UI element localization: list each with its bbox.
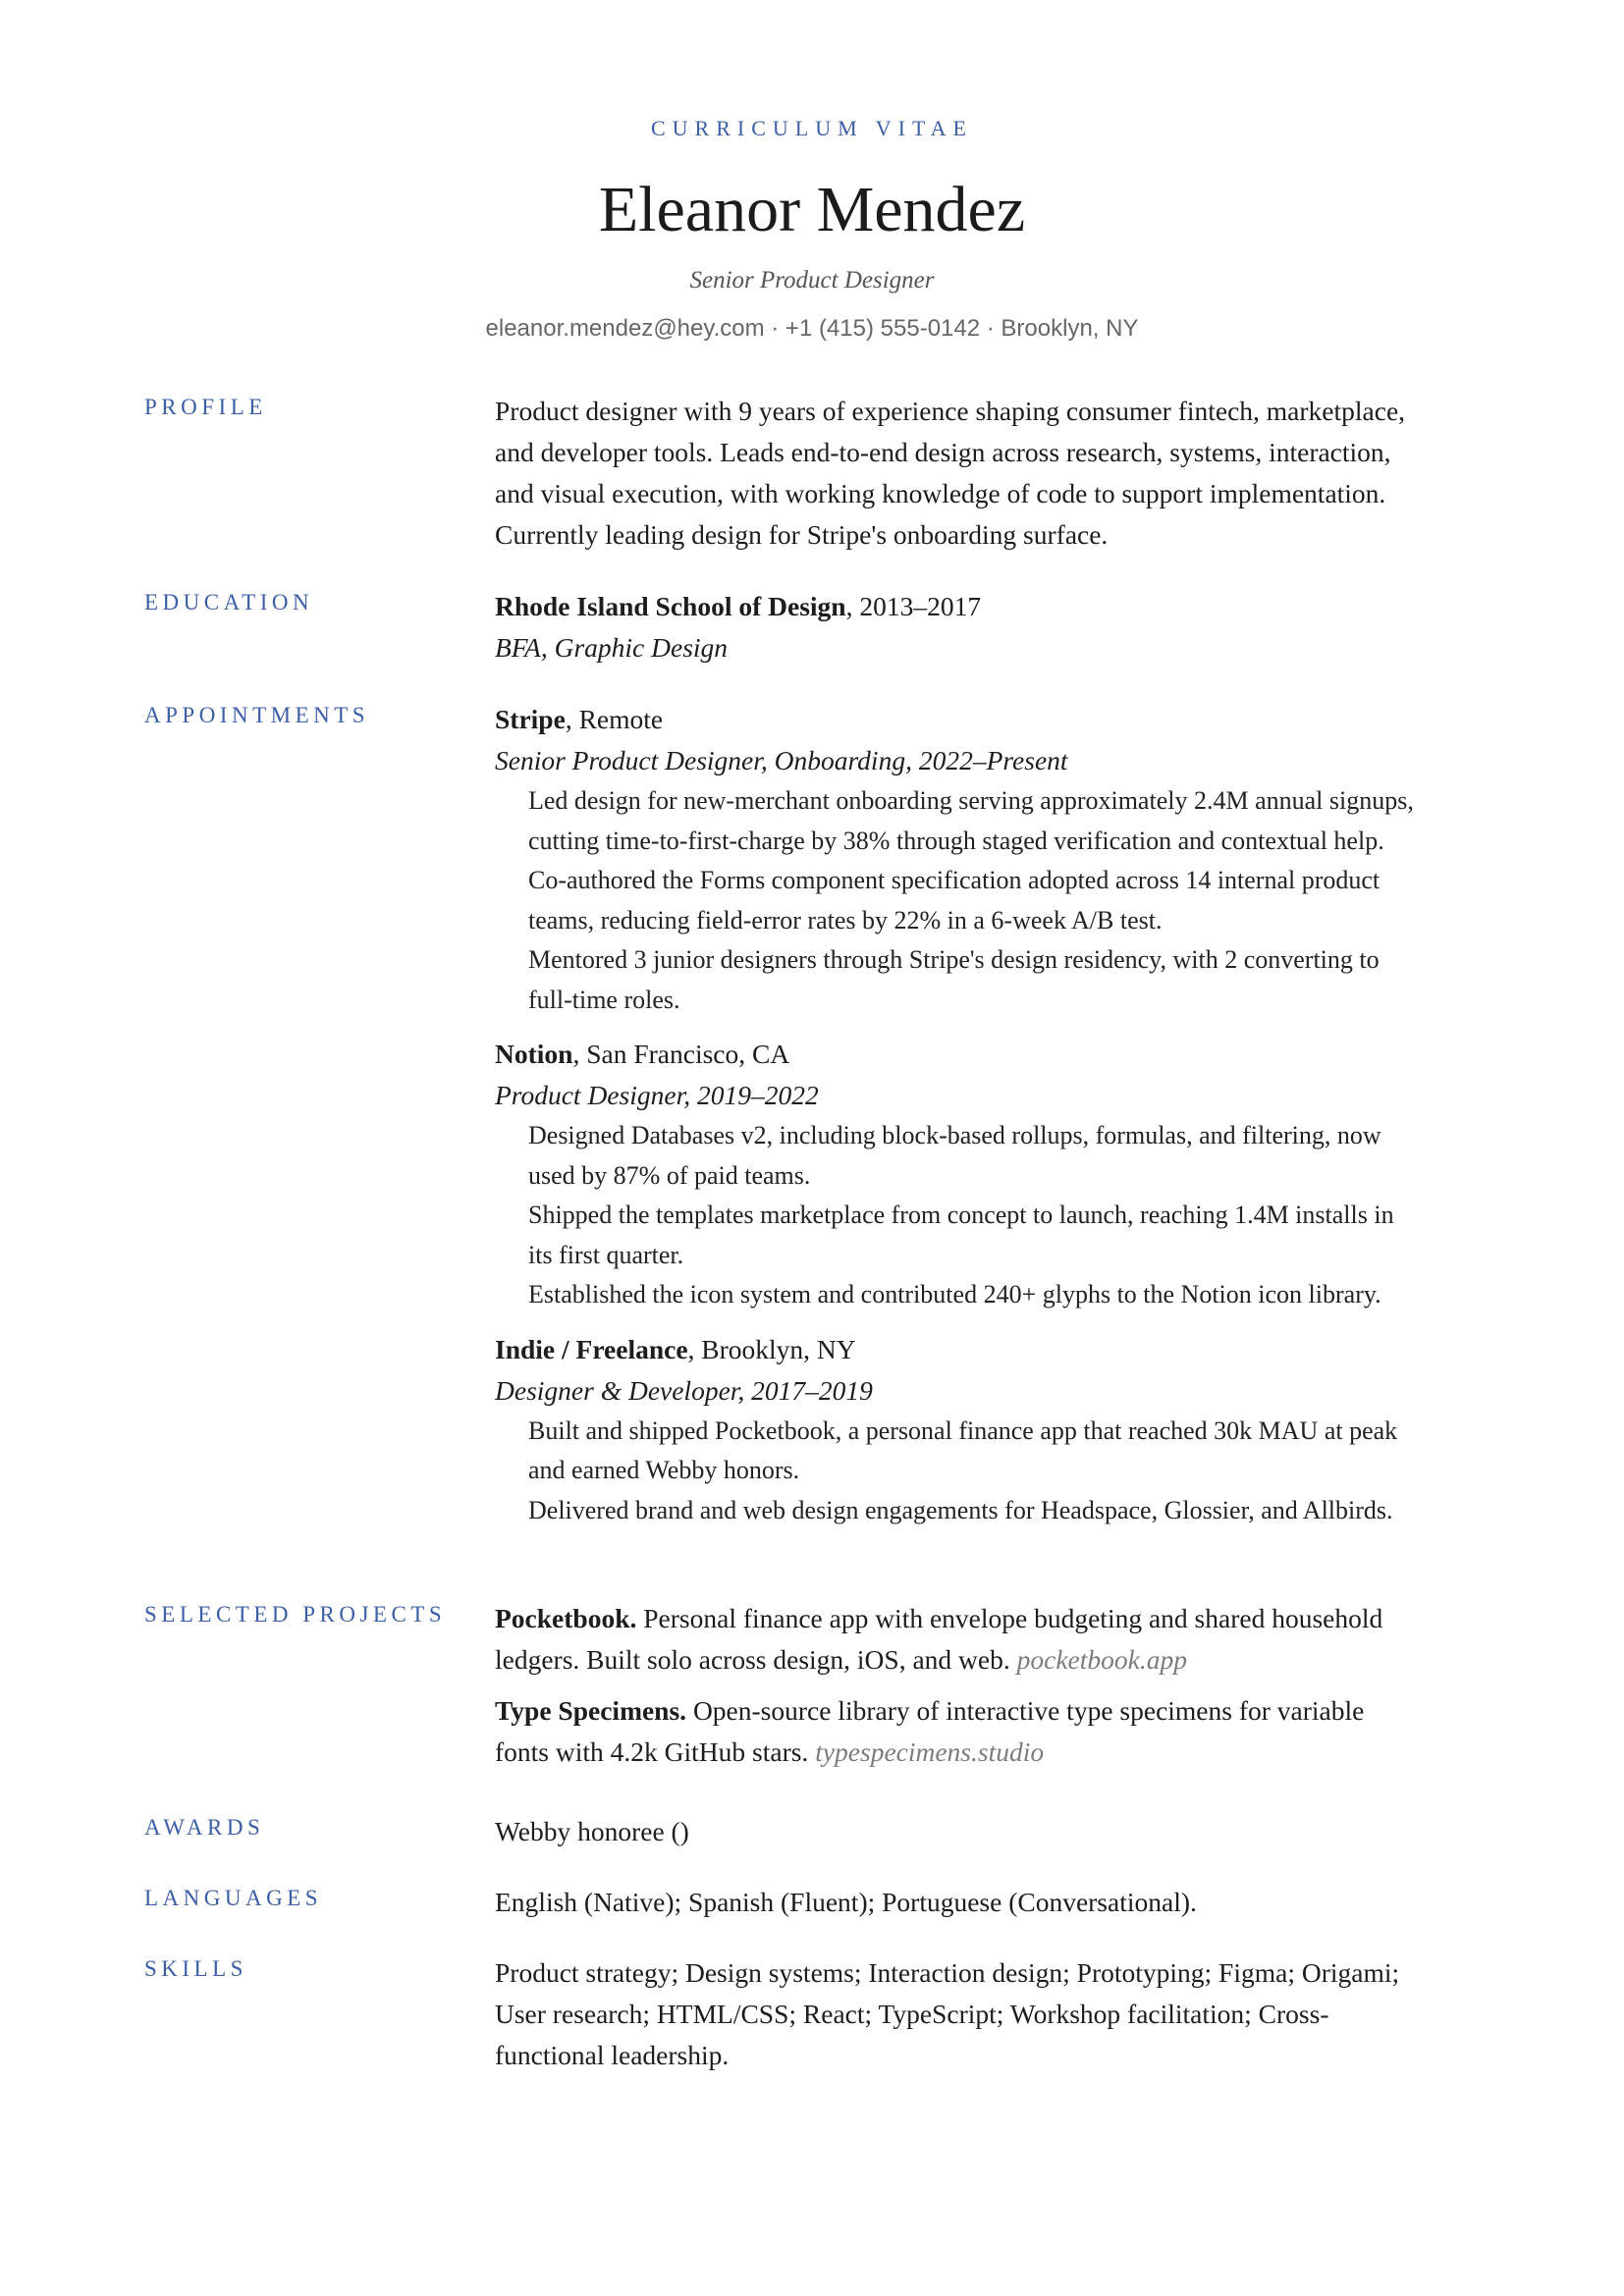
appointment-entry xyxy=(495,699,1496,1020)
project-line xyxy=(495,1598,1496,1639)
detail-line: Established the icon system and contributed 240+ glyphs to the Notion icon library. xyxy=(528,1280,1381,1308)
section-label-education: EDUCATION xyxy=(144,590,314,614)
project-desc: Personal finance app with envelope budgeting and shared household xyxy=(636,1603,1383,1633)
project-entry xyxy=(495,1598,1496,1681)
projects-list xyxy=(495,1598,1496,1773)
education-school-line xyxy=(495,586,1496,627)
section-label-appointments: APPOINTMENTS xyxy=(144,703,370,727)
appointment-location: , Brooklyn, NY xyxy=(687,1333,856,1364)
section-label-languages: LANGUAGES xyxy=(144,1886,323,1910)
detail-line: Co-authored the Forms component specification adopted across 14 internal product xyxy=(528,866,1380,894)
section-label-projects: SELECTED PROJECTS xyxy=(144,1602,447,1627)
project-link[interactable]: pocketbook.app xyxy=(1016,1644,1187,1675)
project-entry xyxy=(495,1690,1496,1773)
project-line xyxy=(495,1690,1496,1732)
project-name: Type Specimens. xyxy=(495,1695,687,1726)
appointment-location: , Remote xyxy=(565,704,664,734)
project-line xyxy=(495,1732,1496,1773)
project-desc: fonts with 4.2k GitHub stars. xyxy=(495,1736,816,1767)
school-name: Rhode Island School of Design xyxy=(495,591,846,621)
detail-line: Led design for new-merchant onboarding serving approximately 2.4M annual signups, xyxy=(528,786,1414,815)
appointment-role: Designer & Developer, 2017–2019 xyxy=(495,1374,873,1406)
contact-line: eleanor.mendez@hey.com · +1 (415) 555-0142 · Brooklyn, NY xyxy=(485,315,1139,342)
profile-line: Product designer with 9 years of experience shaping consumer fintech, marketplace, xyxy=(495,396,1406,426)
project-line xyxy=(495,1639,1496,1681)
skills-text xyxy=(495,1952,1496,2076)
resume-header xyxy=(0,0,1624,344)
school-years: , 2013–2017 xyxy=(845,591,982,621)
detail-line: Mentored 3 junior designers through Stripe's design residency, with 2 converting to xyxy=(528,945,1380,974)
appointment-role: Product Designer, 2019–2022 xyxy=(495,1080,819,1110)
appointment-details xyxy=(495,1412,1496,1531)
awards-text: Webby honoree () xyxy=(495,1816,689,1846)
profile-line: Currently leading design for Stripe's onboarding surface. xyxy=(495,519,1109,550)
section-label-awards: AWARDS xyxy=(144,1815,265,1840)
detail-line: its first quarter. xyxy=(528,1240,684,1269)
skills-line: functional leadership. xyxy=(495,2040,730,2070)
detail-line: used by 87% of paid teams. xyxy=(528,1160,811,1190)
detail-line: Built and shipped Pocketbook, a personal finance app that reached 30k MAU at peak xyxy=(528,1415,1398,1445)
project-name: Pocketbook. xyxy=(495,1603,637,1633)
degree: BFA, Graphic Design xyxy=(495,632,729,663)
section-label-skills: SKILLS xyxy=(144,1956,247,1981)
appointment-org: Stripe xyxy=(495,704,566,734)
detail-line: Designed Databases v2, including block-based rollups, formulas, and filtering, now xyxy=(528,1121,1381,1149)
appointment-org-line xyxy=(495,699,1496,740)
appointment-location: , San Francisco, CA xyxy=(572,1039,790,1069)
project-link[interactable]: typespecimens.studio xyxy=(815,1736,1045,1767)
candidate-title: Senior Product Designer xyxy=(689,267,935,294)
project-desc: ledgers. Built solo across design, iOS, and web. xyxy=(495,1644,1017,1675)
section-label-profile: PROFILE xyxy=(144,395,267,419)
candidate-name: Eleanor Mendez xyxy=(598,174,1026,245)
appointment-org: Indie / Freelance xyxy=(495,1333,688,1364)
project-desc: Open-source library of interactive type specimens for variable xyxy=(686,1695,1365,1726)
document-eyebrow: CURRICULUM VITAE xyxy=(650,116,973,140)
appointment-org: Notion xyxy=(495,1039,573,1069)
detail-line: Shipped the templates marketplace from concept to launch, reaching 1.4M installs in xyxy=(528,1201,1394,1229)
detail-line: cutting time-to-first-charge by 38% through staged verification and contextual help. xyxy=(528,826,1384,855)
appointment-org-line xyxy=(495,1034,1496,1075)
skills-line: Product strategy; Design systems; Interaction design; Prototyping; Figma; Origami; xyxy=(495,1957,1400,1988)
appointment-entry xyxy=(495,1329,1496,1531)
profile-text xyxy=(495,391,1496,556)
detail-line: teams, reducing field-error rates by 22% in a 6-week A/B test. xyxy=(528,905,1163,934)
education-entry xyxy=(495,586,1496,668)
appointments-list xyxy=(495,699,1496,1544)
appointment-details xyxy=(495,1116,1496,1315)
appointment-entry xyxy=(495,1034,1496,1315)
detail-line: and earned Webby honors. xyxy=(528,1456,800,1484)
profile-line: and developer tools. Leads end-to-end design across research, systems, interaction, xyxy=(495,437,1391,467)
appointment-details xyxy=(495,781,1496,1020)
appointment-role: Senior Product Designer, Onboarding, 2022–Present xyxy=(495,745,1068,775)
detail-line: full-time roles. xyxy=(528,985,680,1014)
languages-text: English (Native); Spanish (Fluent); Portuguese (Conversational). xyxy=(495,1887,1197,1917)
skills-line: User research; HTML/CSS; React; TypeScript; Workshop facilitation; Cross- xyxy=(495,1999,1329,2029)
detail-line: Delivered brand and web design engagements for Headspace, Glossier, and Allbirds. xyxy=(528,1495,1393,1524)
profile-line: and visual execution, with working knowledge of code to support implementation. xyxy=(495,478,1386,508)
appointment-org-line xyxy=(495,1329,1496,1370)
